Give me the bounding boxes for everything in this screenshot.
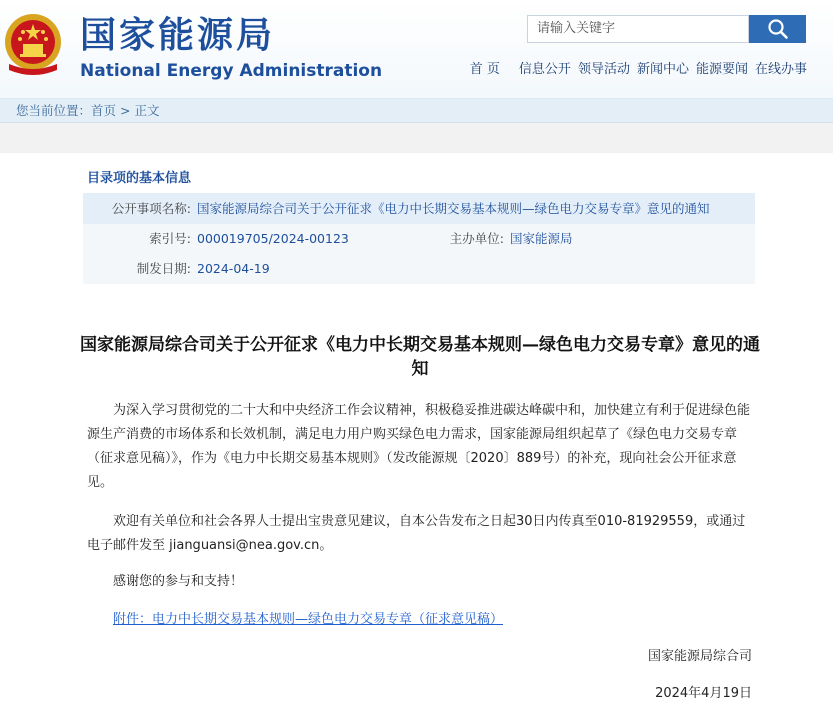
search-button[interactable] [749, 15, 806, 43]
site-logo-chinese[interactable]: 国家能源局 [80, 15, 276, 56]
issue-date-value: 2024-04-19 [197, 261, 270, 276]
breadcrumb-prefix: 您当前位置： [16, 103, 92, 118]
attachment-link[interactable]: 附件：电力中长期交易基本规则—绿色电力交易专章（征求意见稿） [113, 612, 504, 627]
article-title: 国家能源局综合司关于公开征求《电力中长期交易基本规则—绿色电力交易专章》意见的通知 [80, 335, 760, 379]
site-header [0, 0, 833, 99]
nav-home[interactable]: 首 页 [469, 62, 500, 77]
breadcrumb [0, 99, 833, 123]
item-name-label: 公开事项名称: [111, 201, 191, 216]
host-unit-label: 主办单位: [449, 231, 504, 246]
nav-online-services[interactable]: 在线办事 [754, 62, 807, 77]
signature-org: 国家能源局综合司 [647, 649, 752, 664]
article-paragraph-1: 为深入学习贯彻党的二十大和中央经济工作会议精神，积极稳妥推进碳达峰碳中和，加快建立有利于促进绿色能源生产消费的市场体系和长效机制，满足电力用户购买绿色电力需求，国家能源局组织起草了《绿色电力交易专章（征求意见稿）》，作为《电力中长期交易基本规则》（发改能源规〔2020〕889号）的补充，现向社会公开征求意见。 [87, 403, 751, 490]
signature-date: 2024年4月19日 [655, 686, 752, 701]
nav-leader-activities[interactable]: 领导活动 [577, 62, 630, 77]
item-name-value: 国家能源局综合司关于公开征求《电力中长期交易基本规则—绿色电力交易专章》意见的通知 [197, 201, 710, 216]
host-unit-value: 国家能源局 [510, 231, 573, 246]
breadcrumb-separator: > [116, 103, 135, 118]
nav-news-center[interactable]: 新闻中心 [636, 62, 689, 77]
divider-band [0, 123, 833, 153]
breadcrumb-current: 正文 [134, 103, 160, 118]
index-label: 索引号: [149, 231, 191, 246]
nav-energy-news[interactable]: 能源要闻 [695, 62, 748, 77]
info-panel [83, 193, 755, 284]
info-section-title: 目录项的基本信息 [87, 171, 192, 186]
national-emblem-icon [3, 12, 63, 80]
breadcrumb-home-link[interactable]: 首页 [91, 103, 117, 118]
search-icon [767, 18, 789, 40]
article-paragraph-2: 欢迎有关单位和社会各界人士提出宝贵意见建议，自本公告发布之日起30日内传真至010-81929559，或通过电子邮件发至 jianguansi@nea.gov.cn。 [87, 514, 746, 553]
main-nav [463, 60, 807, 80]
nav-info-disclosure[interactable]: 信息公开 [518, 62, 571, 77]
index-value: 000019705/2024-00123 [197, 231, 349, 246]
search-input[interactable]: 请输入关键字 [527, 15, 749, 43]
site-logo-english[interactable]: National Energy Administration [80, 61, 383, 81]
article-paragraph-3: 感谢您的参与和支持！ [113, 574, 244, 589]
issue-date-label: 制发日期: [136, 261, 191, 276]
